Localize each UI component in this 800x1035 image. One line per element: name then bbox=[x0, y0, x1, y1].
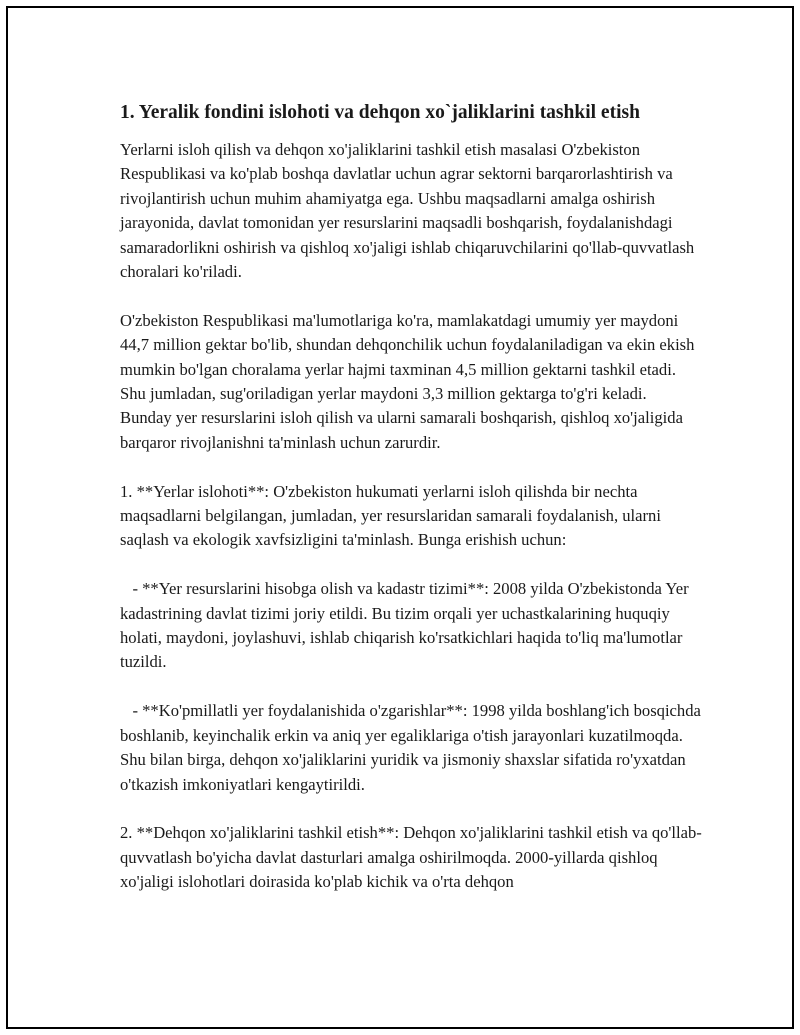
document-page bbox=[6, 6, 794, 1029]
paragraph-land-statistics: O'zbekiston Respublikasi ma'lumotlariga ko'ra, mamlakatdagi umumiy yer maydoni 44,7 million gektar bo'lib, shundan dehqonchilik uchun foydalaniladigan va ekin ekish mumkin bo'lgan choralama yerlar hajmi taxminan 4,5 million gektarni tashkil etadi. Shu jumladan, sug'oriladigan yerlar maydoni 3,3 million gektarga to'g'ri keladi. Bunday yer resurslarini isloh qilish va ularni samarali boshqarish, qishloq xo'jaligida barqaror rivojlanishni ta'minlash uchun zarurdir. bbox=[120, 310, 695, 452]
paragraph-intro: Yerlarni isloh qilish va dehqon xo'jaliklarini tashkil etish masalasi O'zbekiston Respublikasi va ko'plab boshqa davlatlar uchun agrar sektorni barqarorlashtirish va rivojlantirish uchun muhim ahamiyatga ega. Ushbu maqsadlarni amalga oshirish jarayonida, davlat tomonidan yer resurslarini maqsadli boshqarish, foydalanishdagi samaradorlikni oshirish va qishloq xo'jaligi ishlab chiqaruvchilarini qo'llab-quvvatlash choralari ko'riladi. bbox=[120, 140, 695, 282]
paragraph-land-use-changes: - **Ko'pmillatli yer foydalanishida o'zgarishlar**: 1998 yilda boshlang'ich bosqichda boshlanib, keyinchalik erkin va aniq yer egaliklariga o'tish jarayonlari kuzatilmoqda. Shu bilan birga, dehqon xo'jaliklarini yuridik va jismoniy shaxslar sifatida ro'yxatdan o'tkazish imkoniyatlari kengaytirildi. bbox=[120, 701, 706, 794]
paragraph-land-reform: 1. **Yerlar islohoti**: O'zbekiston hukumati yerlarni isloh qilishda bir nechta maqsadlarni belgilangan, jumladan, yer resurslaridan samarali foydalanish, ularni saqlash va ekologik xavfsizligini ta'minlash. Bunga erishish uchun: bbox=[120, 481, 661, 550]
document-title: 1. Yeralik fondini islohoti va dehqon xo`jaliklarini tashkil etish bbox=[120, 102, 640, 123]
document-body bbox=[120, 100, 706, 919]
paragraph-farm-organization: 2. **Dehqon xo'jaliklarini tashkil etish**: Dehqon xo'jaliklarini tashkil etish va qo'llab-quvvatlash bo'yicha davlat dasturlari amalga oshirilmoqda. 2000-yillarda qishloq xo'jaligi islohotlari doirasida ko'plab kichik va o'rta dehqon bbox=[120, 823, 702, 892]
paragraph-cadastre-system: - **Yer resurslarini hisobga olish va kadastr tizimi**: 2008 yilda O'zbekistonda Yer kadastrining davlat tizimi joriy etildi. Bu tizim orqali yer uchastkalarining huquqiy holati, maydoni, joylashuvi, ishlab chiqarish ko'rsatkichlari haqida to'liq ma'lumotlar tuzildi. bbox=[120, 579, 693, 672]
